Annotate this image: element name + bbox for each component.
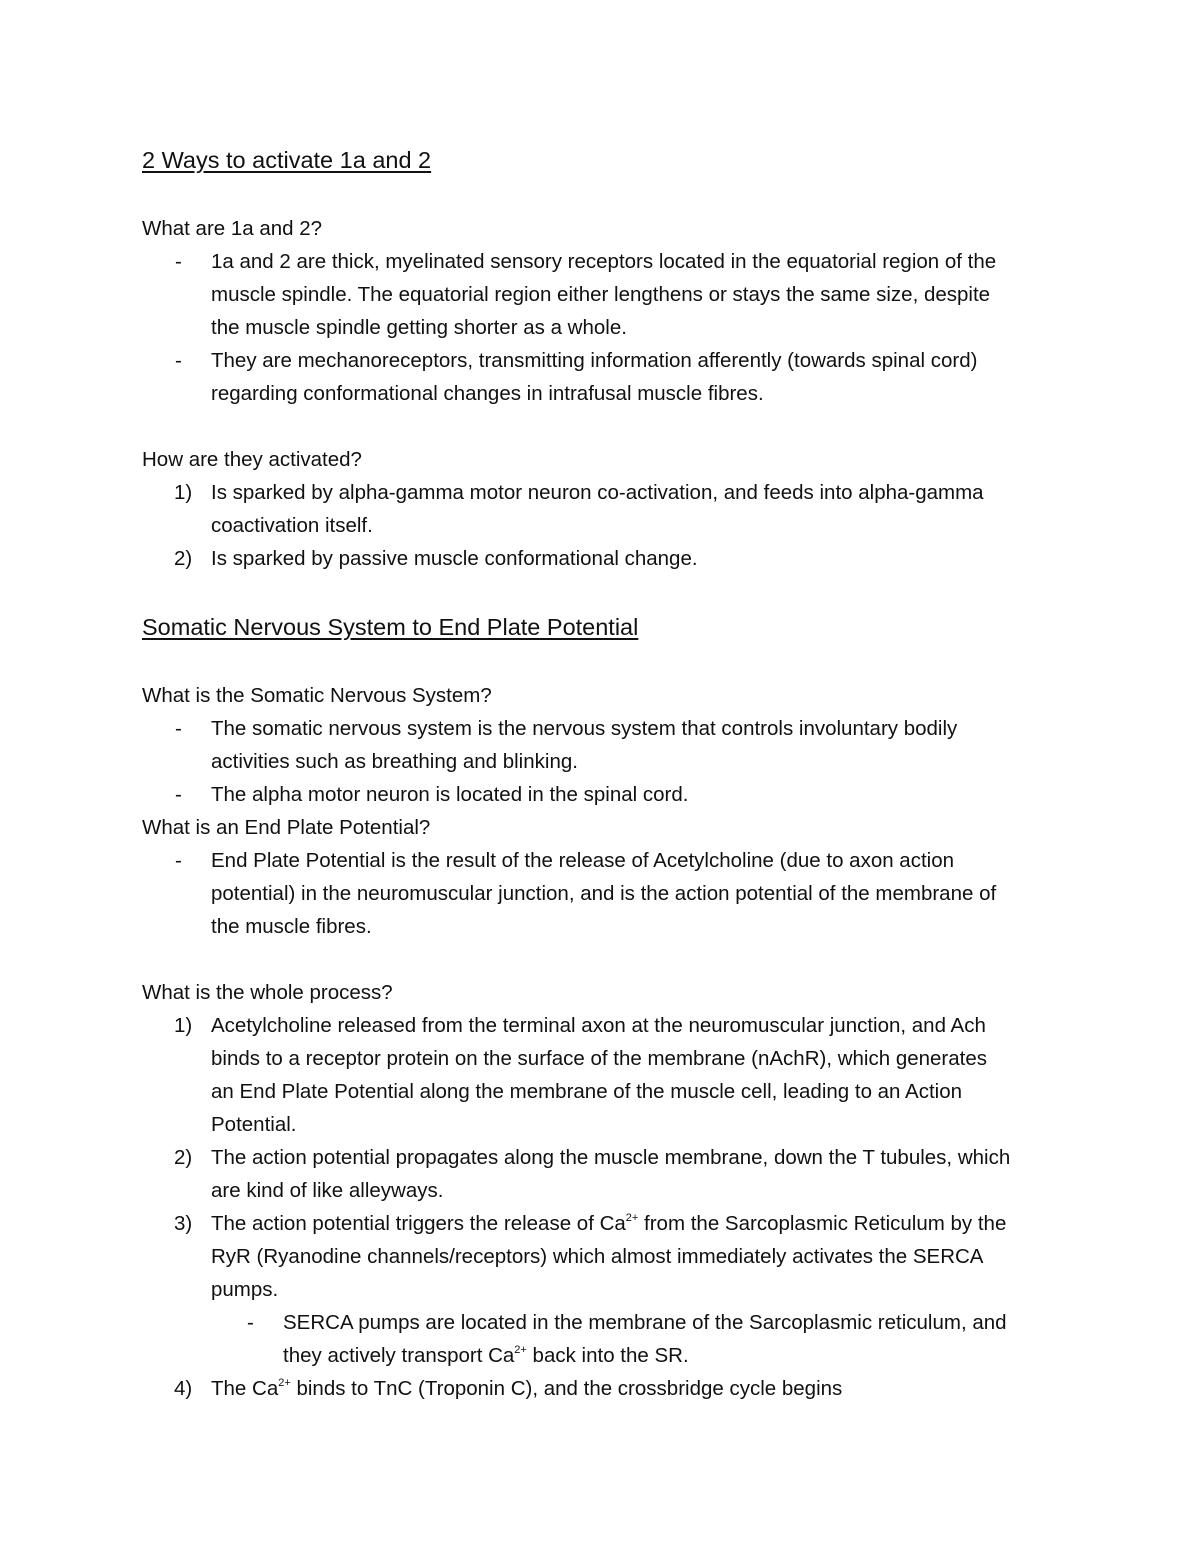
dash-bullet: -	[175, 717, 182, 740]
list-item-text: Acetylcholine released from the terminal axon at the neuromuscular junction, and Ach	[211, 1014, 986, 1037]
calcium-charge: 2+	[625, 1212, 639, 1224]
calcium-charge: 2+	[514, 1344, 527, 1356]
list-item-text	[211, 1207, 1006, 1240]
bullet-text: the muscle fibres.	[211, 915, 372, 938]
list-item-text: pumps.	[211, 1278, 279, 1301]
dash-bullet: -	[247, 1311, 254, 1334]
text-fragment: back into the SR.	[526, 1344, 689, 1367]
dash-bullet: -	[175, 349, 182, 372]
bullet-text: activities such as breathing and blinking.	[211, 750, 578, 773]
list-number: 1)	[174, 1014, 193, 1037]
text-fragment: binds to TnC (Troponin C), and the crossbridge cycle begins	[290, 1377, 843, 1400]
dash-bullet: -	[175, 783, 182, 806]
bullet-text: 1a and 2 are thick, myelinated sensory receptors located in the equatorial region of the	[211, 250, 997, 273]
list-item-text: an End Plate Potential along the membrane of the muscle cell, leading to an Action	[211, 1080, 963, 1103]
text-fragment: The Ca	[211, 1377, 279, 1400]
question-label: What is the whole process?	[142, 981, 393, 1004]
list-item-text: The action potential propagates along the muscle membrane, down the T tubules, which	[211, 1146, 1011, 1169]
question-label: What are 1a and 2?	[142, 217, 323, 240]
text-fragment: The action potential triggers the release of Ca	[211, 1212, 626, 1235]
text-fragment: from the Sarcoplasmic Reticulum by the	[638, 1212, 1007, 1235]
list-number: 1)	[174, 481, 193, 504]
dash-bullet: -	[175, 849, 182, 872]
list-number: 2)	[174, 1146, 193, 1169]
text-fragment: they actively transport Ca	[283, 1344, 515, 1367]
list-number: 2)	[174, 547, 193, 570]
list-number: 4)	[174, 1377, 193, 1400]
bullet-text: The alpha motor neuron is located in the spinal cord.	[211, 783, 689, 806]
list-item-text: Is sparked by alpha-gamma motor neuron co-activation, and feeds into alpha-gamma	[211, 481, 984, 504]
list-item-text: coactivation itself.	[211, 514, 373, 537]
sub-bullet-text	[283, 1339, 689, 1372]
list-item-text: binds to a receptor protein on the surface of the membrane (nAchR), which generates	[211, 1047, 988, 1070]
list-item-text	[211, 1372, 842, 1405]
question-label: What is the Somatic Nervous System?	[142, 684, 492, 707]
sub-bullet-text: SERCA pumps are located in the membrane of the Sarcoplasmic reticulum, and	[283, 1311, 1007, 1334]
section-heading: 2 Ways to activate 1a and 2	[142, 147, 432, 173]
list-item-text: Potential.	[211, 1113, 297, 1136]
list-item-text: RyR (Ryanodine channels/receptors) which almost immediately activates the SERCA	[211, 1245, 984, 1268]
list-item-text: Is sparked by passive muscle conformational change.	[211, 547, 698, 570]
list-item-text: are kind of like alleyways.	[211, 1179, 444, 1202]
bullet-text: potential) in the neuromuscular junction, and is the action potential of the membrane of	[211, 882, 997, 905]
section-heading: Somatic Nervous System to End Plate Potential	[142, 614, 639, 640]
dash-bullet: -	[175, 250, 182, 273]
bullet-text: muscle spindle. The equatorial region either lengthens or stays the same size, despite	[211, 283, 991, 306]
bullet-text: the muscle spindle getting shorter as a whole.	[211, 316, 627, 339]
bullet-text: They are mechanoreceptors, transmitting information afferently (towards spinal cord)	[211, 349, 978, 372]
list-number: 3)	[174, 1212, 193, 1235]
bullet-text: End Plate Potential is the result of the release of Acetylcholine (due to axon action	[211, 849, 955, 872]
question-label: What is an End Plate Potential?	[142, 816, 431, 839]
bullet-text: regarding conformational changes in intrafusal muscle fibres.	[211, 382, 764, 405]
question-label: How are they activated?	[142, 448, 362, 471]
bullet-text: The somatic nervous system is the nervous system that controls involuntary bodily	[211, 717, 958, 740]
calcium-charge: 2+	[278, 1377, 291, 1389]
